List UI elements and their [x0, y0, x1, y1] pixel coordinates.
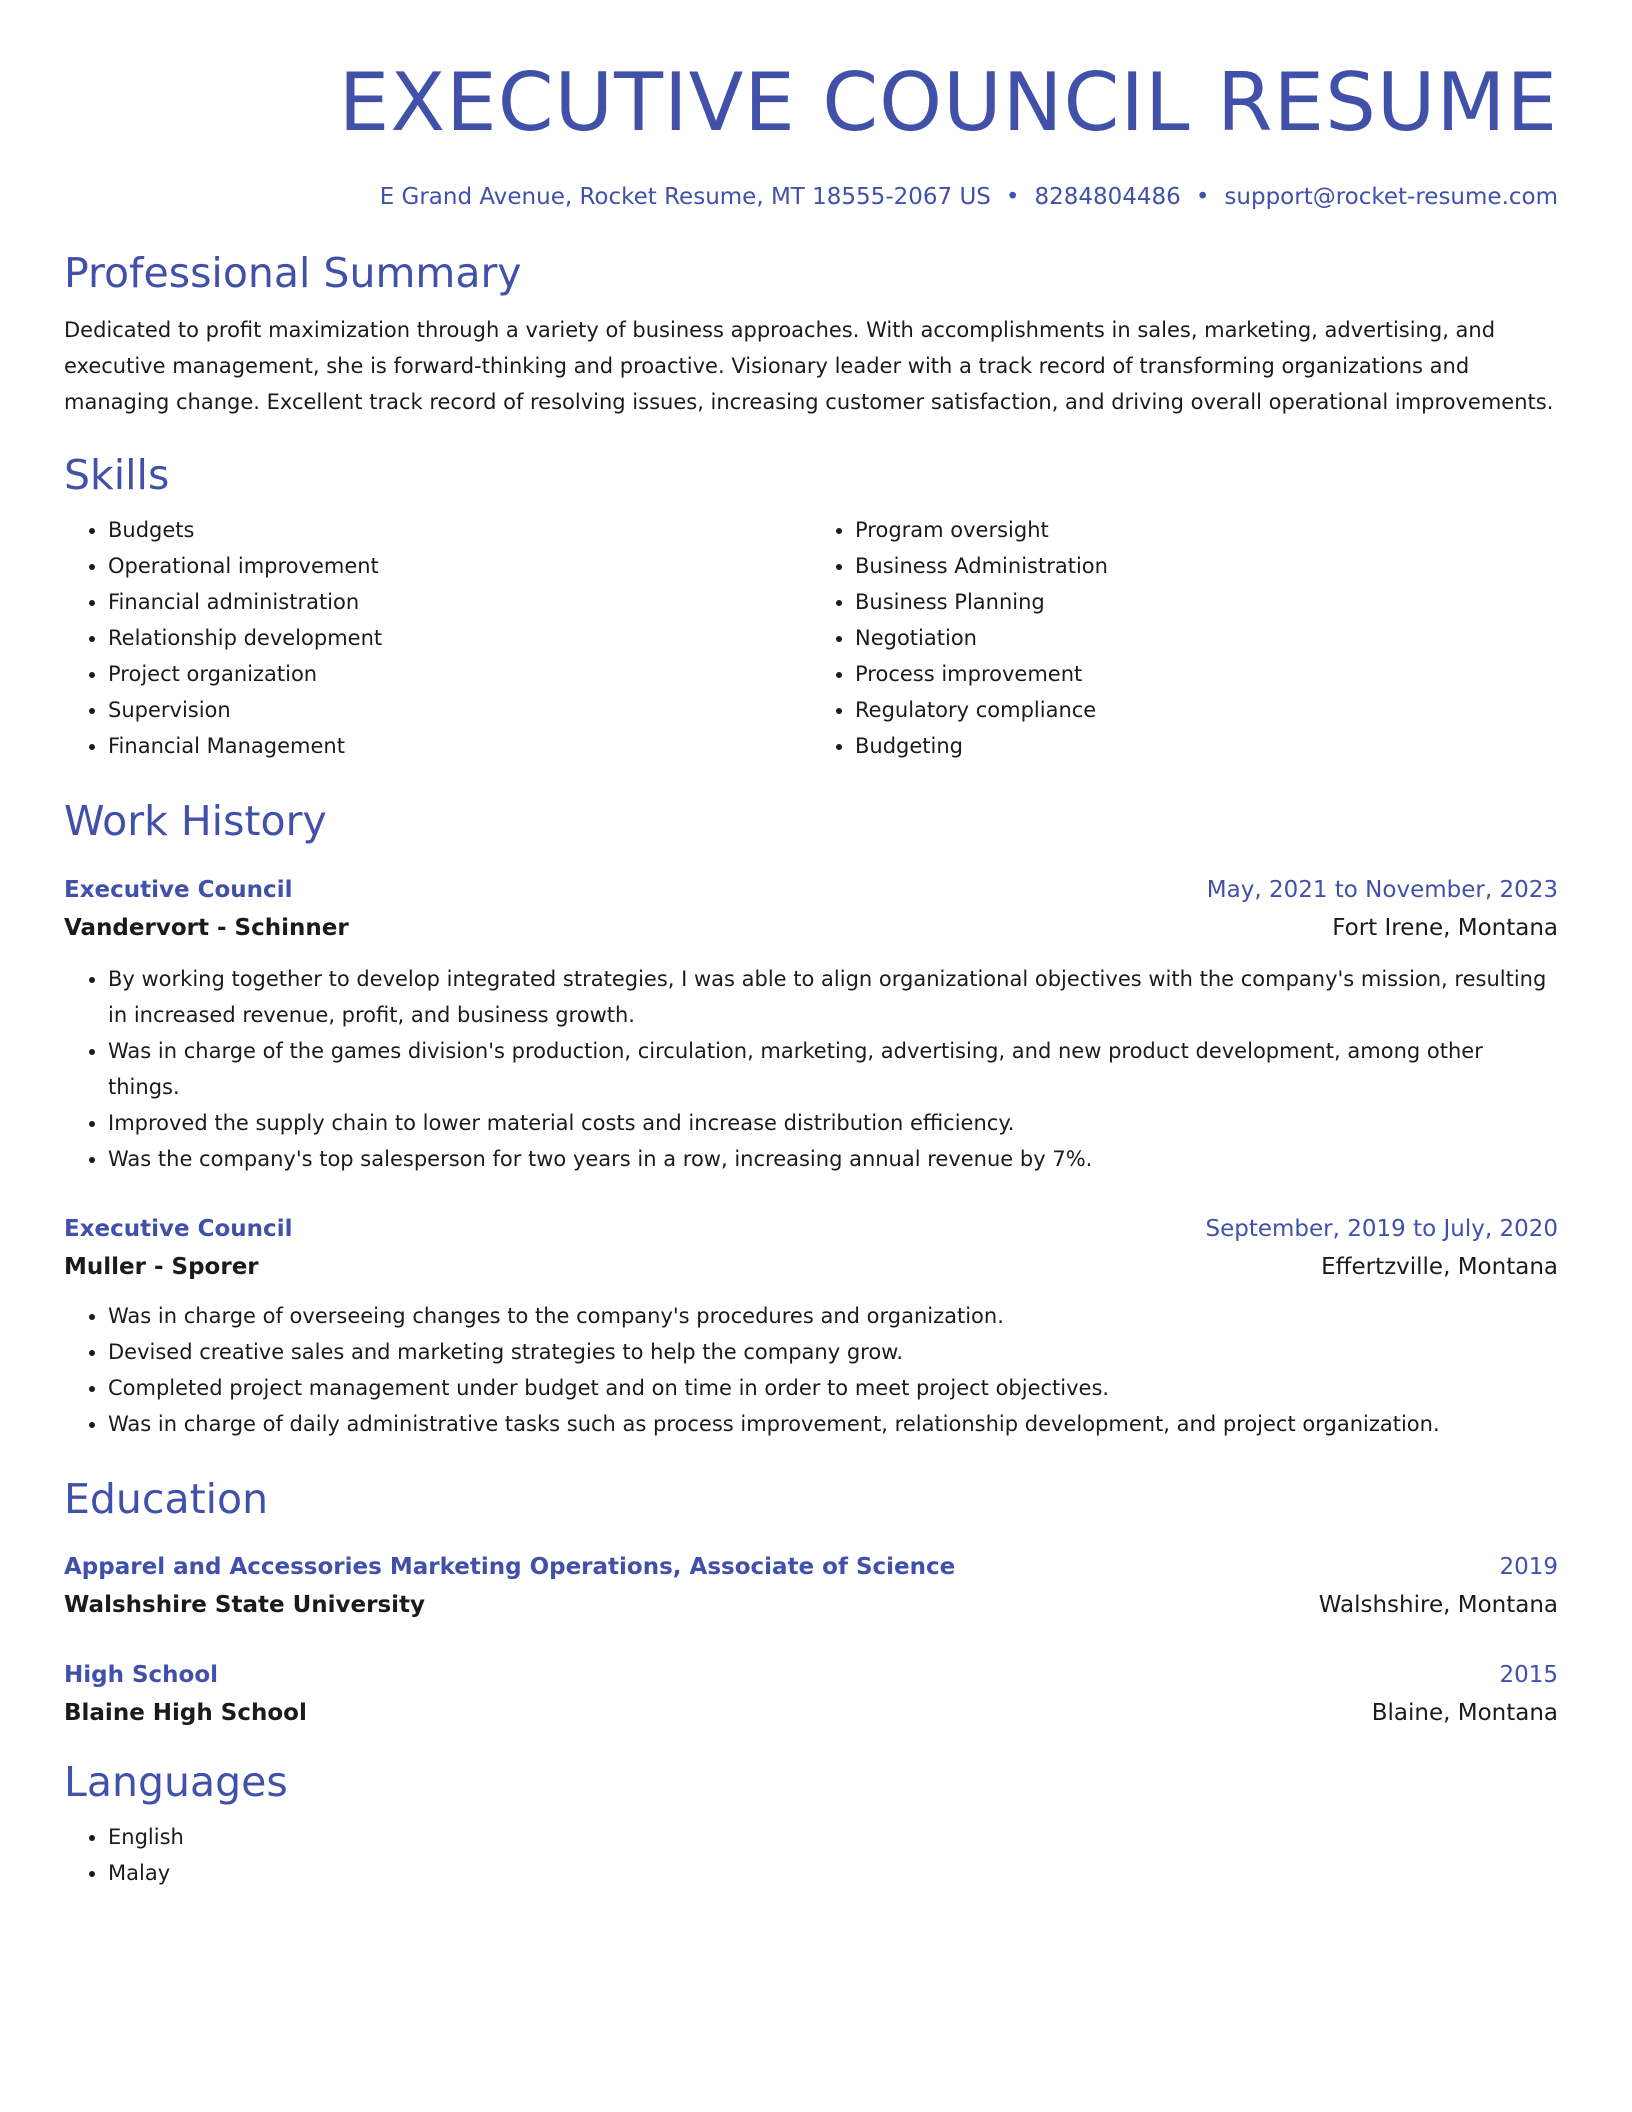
job-bullet: • Completed project management under budget and on time in order to meet project objectives. [108, 1370, 1558, 1406]
skills-columns [64, 512, 1558, 764]
education-entry [64, 1657, 1558, 1731]
job-company: Muller - Sporer [64, 1254, 259, 1280]
education-school: Blaine High School [64, 1700, 307, 1726]
skills-heading: Skills [64, 451, 170, 499]
education-degree: Apparel and Accessories Marketing Operations, Associate of Science [64, 1554, 956, 1580]
language-item: • English [108, 1819, 1558, 1855]
education-header [64, 1549, 1558, 1585]
resume-page [64, 0, 1558, 2112]
education-school-row [64, 1587, 1558, 1623]
education-location: Blaine, Montana [1371, 1700, 1558, 1726]
skills-list-left [64, 512, 811, 764]
skill-item: • Negotiation [855, 620, 1558, 656]
job-bullet: • Was in charge of daily administrative tasks such as process improvement, relationship development, and project organization. [108, 1406, 1558, 1442]
job-bullet: • Improved the supply chain to lower material costs and increase distribution efficiency. [108, 1105, 1558, 1141]
education-heading: Education [64, 1475, 269, 1523]
skill-item: • Process improvement [855, 656, 1558, 692]
job-location: Effertzville, Montana [1321, 1254, 1558, 1280]
resume-title: EXECUTIVE COUNCIL RESUME [338, 56, 1558, 149]
skill-item: • Financial administration [108, 584, 811, 620]
summary-heading: Professional Summary [64, 249, 522, 297]
contact-separator: • [1195, 184, 1210, 210]
job-entry [64, 1211, 1558, 1442]
skill-item: • Business Planning [855, 584, 1558, 620]
education-year: 2015 [1499, 1662, 1558, 1688]
education-year: 2019 [1499, 1554, 1558, 1580]
job-entry [64, 872, 1558, 1177]
job-company: Vandervort - Schinner [64, 915, 349, 941]
skill-item: • Project organization [108, 656, 811, 692]
job-company-row [64, 910, 1558, 946]
skill-item: • Financial Management [108, 728, 811, 764]
job-company-row [64, 1249, 1558, 1285]
education-location: Walshshire, Montana [1318, 1592, 1558, 1618]
job-header [64, 872, 1558, 908]
skill-item: • Program oversight [855, 512, 1558, 548]
job-role: Executive Council [64, 1216, 293, 1242]
contact-line [64, 182, 1558, 212]
education-entry [64, 1549, 1558, 1623]
job-bullet: • Was in charge of overseeing changes to the company's procedures and organization. [108, 1298, 1558, 1334]
skills-list-right [811, 512, 1558, 764]
skill-item: • Regulatory compliance [855, 692, 1558, 728]
contact-address: E Grand Avenue, Rocket Resume, MT 18555-2067 US [379, 184, 991, 210]
contact-email: support@rocket-resume.com [1224, 184, 1558, 210]
education-school-row [64, 1695, 1558, 1731]
education-degree: High School [64, 1662, 219, 1688]
skill-item: • Budgeting [855, 728, 1558, 764]
job-bullet: • By working together to develop integrated strategies, I was able to align organizational objectives with the company's mission, resulting in increased revenue, profit, and business growth. [108, 961, 1558, 1033]
job-header [64, 1211, 1558, 1247]
job-dates: September, 2019 to July, 2020 [1205, 1216, 1558, 1242]
skill-item: • Relationship development [108, 620, 811, 656]
skill-item: • Budgets [108, 512, 811, 548]
contact-phone: 8284804486 [1034, 184, 1181, 210]
job-role: Executive Council [64, 877, 293, 903]
contact-separator: • [1005, 184, 1020, 210]
job-bullet: • Devised creative sales and marketing strategies to help the company grow. [108, 1334, 1558, 1370]
language-item: • Malay [108, 1855, 1558, 1891]
education-school: Walshshire State University [64, 1592, 426, 1618]
job-bullets [64, 1298, 1558, 1442]
languages-heading: Languages [64, 1758, 288, 1806]
summary-text: Dedicated to profit maximization through a variety of business approaches. With accomplishments in sales, marketing, advertising, and executive management, she is forward-thinking and proactive. Visionary leader with a track record of transforming organizations and managing change. Excellent track record of resolving issues, increasing customer satisfaction, and driving overall operational improvements. [64, 318, 1554, 414]
job-location: Fort Irene, Montana [1332, 915, 1558, 941]
work-history-heading: Work History [64, 797, 327, 845]
skill-item: • Operational improvement [108, 548, 811, 584]
job-dates: May, 2021 to November, 2023 [1206, 877, 1558, 903]
job-bullet: • Was the company's top salesperson for two years in a row, increasing annual revenue by 7%. [108, 1141, 1558, 1177]
languages-list [64, 1819, 1558, 1891]
skill-item: • Business Administration [855, 548, 1558, 584]
education-header [64, 1657, 1558, 1693]
skill-item: • Supervision [108, 692, 811, 728]
job-bullet: • Was in charge of the games division's production, circulation, marketing, advertising, and new product development, among other things. [108, 1033, 1558, 1105]
job-bullets [64, 961, 1558, 1177]
